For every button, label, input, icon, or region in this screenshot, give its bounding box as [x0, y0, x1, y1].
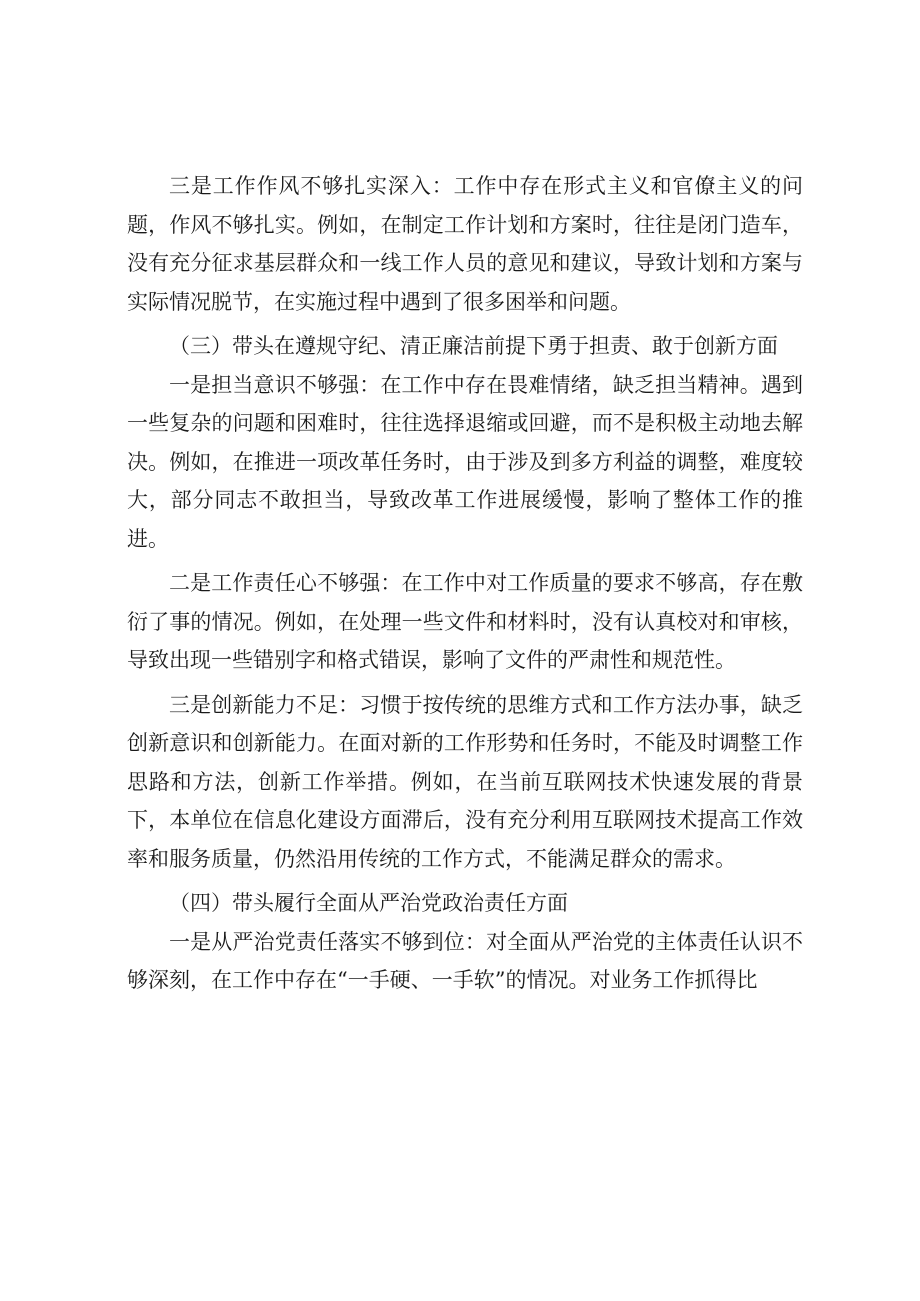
- paragraph-work-style: 三是工作作风不够扎实深入：工作中存在形式主义和官僚主义的问题，作风不够扎实。例如，在制定工作计划和方案时，往往是闭门造车，没有充分征求基层群众和一线工作人员的意见和建议，导致计划和方案与实际情况脱节，在实施过程中遇到了很多困举和问题。: [127, 174, 803, 314]
- paragraph-party-governance: 一是从严治党责任落实不够到位：对全面从严治党的主体责任认识不够深刻，在工作中存在“一手硬、一手软”的情况。对业务工作抓得比: [127, 929, 803, 992]
- paragraph-responsibility-awareness: 一是担当意识不够强：在工作中存在畏难情绪，缺乏担当精神。遇到一些复杂的问题和困难时，往往选择退缩或回避，而不是积极主动地去解决。例如，在推进一项改革任务时，由于涉及到多方利益的调整，难度较大，部分同志不敢担当，导致改革工作进展缓慢，影响了整体工作的推进。: [127, 372, 803, 551]
- section-heading-three: （三）带头在遵规守纪、清正廉洁前提下勇于担责、敢于创新方面: [169, 334, 778, 358]
- paragraph-innovation: 三是创新能力不足：习惯于按传统的思维方式和工作方法办事，缺乏创新意识和创新能力。在面对新的工作形势和任务时，不能及时调整工作思路和方法，创新工作举措。例如，在当前互联网技术快速发展的背景下，本单位在信息化建设方面滞后，没有充分利用互联网技术提高工作效率和服务质量，仍然沿用传统的工作方式，不能满足群众的需求。: [127, 692, 803, 871]
- document-body: [127, 167, 803, 1000]
- section-heading-four: （四）带头履行全面从严治党政治责任方面: [169, 891, 568, 915]
- paragraph-work-responsibility: 二是工作责任心不够强：在工作中对工作质量的要求不够高，存在敷衍了事的情况。例如，在处理一些文件和材料时，没有认真校对和审核，导致出现一些错别字和格式错误，影响了文件的严肃性和规范性。: [127, 571, 803, 672]
